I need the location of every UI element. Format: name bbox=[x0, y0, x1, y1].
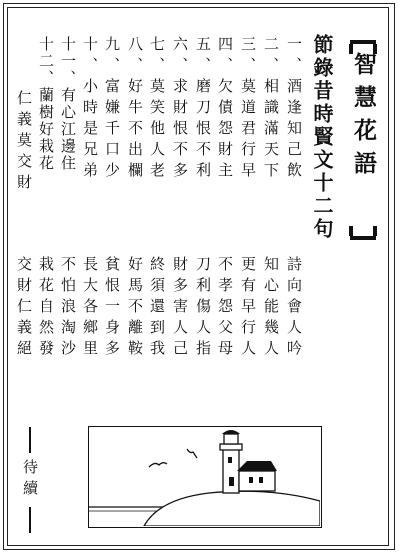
lighthouse-lantern bbox=[224, 434, 238, 444]
bird-2 bbox=[187, 449, 197, 458]
hill-shape bbox=[144, 491, 320, 526]
house-roof bbox=[237, 461, 277, 471]
continue-rule-top bbox=[29, 427, 31, 453]
line-13-bottom: 交財仁義絕 bbox=[15, 256, 33, 361]
line-2-top: 二、相識滿天下 bbox=[262, 36, 280, 183]
lighthouse-drawing bbox=[89, 427, 320, 526]
line-4-top: 四、欠債怨財主 bbox=[216, 36, 234, 183]
page-title: 智慧花語 bbox=[350, 52, 377, 184]
house-window-1 bbox=[249, 477, 253, 483]
line-7-bottom: 終須還到我 bbox=[148, 256, 166, 361]
line-2-bottom: 知心能幾人 bbox=[262, 256, 280, 361]
line-6-bottom: 財多害人己 bbox=[171, 256, 189, 361]
page-subtitle: 節錄昔時賢文十二句 bbox=[310, 34, 334, 241]
line-3-bottom: 更有早行人 bbox=[239, 256, 257, 361]
line-13-top: 仁義莫交財 bbox=[15, 90, 33, 195]
line-12-bottom: 栽花自然發 bbox=[37, 256, 55, 361]
house-window-2 bbox=[259, 477, 263, 483]
line-7-top: 七、莫笑他人老 bbox=[148, 36, 166, 183]
continue-rule-bottom bbox=[29, 507, 31, 533]
line-5-top: 五、磨刀恨不利 bbox=[194, 36, 212, 183]
lighthouse-gallery bbox=[220, 444, 242, 450]
lighthouse-window bbox=[228, 457, 232, 463]
lighthouse-door bbox=[229, 477, 234, 486]
lighthouse-tower bbox=[223, 449, 239, 493]
line-10-bottom: 長大各鄉里 bbox=[81, 256, 99, 361]
line-8-top: 八、好牛不出欄 bbox=[126, 36, 144, 183]
lighthouse-dome bbox=[222, 430, 240, 434]
line-5-bottom: 刀利傷人指 bbox=[194, 256, 212, 361]
bird-1 bbox=[149, 463, 167, 467]
to-be-continued bbox=[20, 427, 40, 533]
keeper-house bbox=[239, 471, 275, 491]
line-3-top: 三、莫道君行早 bbox=[239, 36, 257, 183]
line-9-top: 九、富嫌千口少 bbox=[103, 36, 121, 183]
continue-label: 待續 bbox=[21, 459, 39, 501]
line-1-top: 一、酒逢知己飲 bbox=[285, 36, 303, 183]
line-8-bottom: 好馬不離鞍 bbox=[126, 256, 144, 361]
line-11-top: 十一、有心江邊住 bbox=[59, 36, 77, 172]
line-10-top: 十、小時是兄弟 bbox=[81, 36, 99, 183]
line-11-bottom: 不怕浪淘沙 bbox=[59, 256, 77, 361]
line-4-bottom: 不孝怨父母 bbox=[216, 256, 234, 361]
line-9-bottom: 貧恨一身多 bbox=[103, 256, 121, 361]
line-1-bottom: 詩向會人吟 bbox=[285, 256, 303, 361]
line-6-top: 六、求財恨不多 bbox=[171, 36, 189, 183]
line-12-top: 十二、蘭樹好栽花 bbox=[37, 36, 55, 172]
lighthouse-illustration bbox=[88, 426, 322, 528]
